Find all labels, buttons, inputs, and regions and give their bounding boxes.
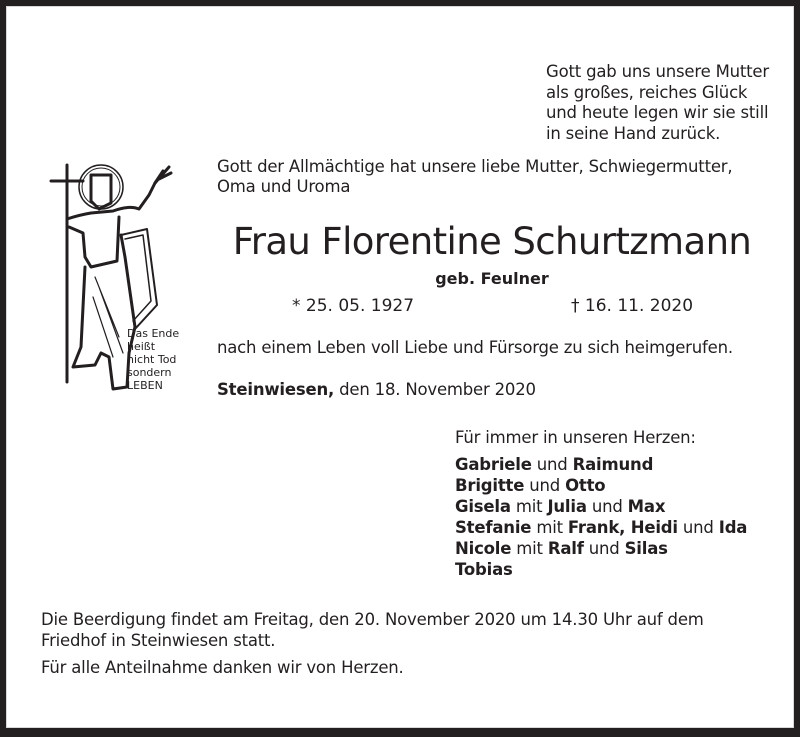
family-member-name: Gabriele [455,455,532,474]
funeral-info [41,609,704,651]
obituary-notice [6,6,794,728]
funeral-line: Friedhof in Steinwiesen statt. [41,631,276,650]
motto-line: Gott gab uns unsere Mutter [546,62,769,81]
family-member-name: Brigitte [455,476,525,495]
funeral-line: Die Beerdigung findet am Freitag, den 20. November 2020 um 14.30 Uhr auf dem [41,610,704,629]
connector-text: und [583,539,625,558]
place-date [217,380,536,400]
motto-verse [546,62,769,144]
connector-text: und [531,455,573,474]
connector-text: mit [511,539,548,558]
svg-text:nicht Tod: nicht Tod [127,353,177,366]
family-member-name: Ida [718,518,748,537]
family-member-row [455,475,747,496]
motto-line: in seine Hand zurück. [546,123,721,143]
family-member-row [455,496,747,517]
birth-date: * 25. 05. 1927 [292,296,415,316]
family-member-row [455,454,747,475]
family-member-name: Tobias [455,560,513,579]
family-member-name: Frank, Heidi [567,518,678,537]
inscription [127,327,179,392]
family-member-name: Ralf [547,539,584,558]
family-member-name: Julia [547,497,587,516]
svg-text:Das Ende: Das Ende [127,327,179,340]
family-member-name: Nicole [455,539,512,558]
connector-text: und [677,518,719,537]
connector-text: und [524,476,566,495]
connector-text: mit [510,497,548,516]
thanks-text: Für alle Anteilnahme danken wir von Herzen. [41,658,404,677]
family-member-name: Raimund [572,455,654,474]
svg-text:LEBEN: LEBEN [127,379,163,392]
motto-line: als großes, reiches Glück [546,82,748,102]
intro-text [217,157,732,197]
family-heading: Für immer in unseren Herzen: [455,428,696,447]
place-name: Steinwiesen, [217,380,335,399]
family-member-name: Gisela [455,497,511,516]
intro-line: Gott der Allmächtige hat unsere liebe Mutter, Schwiegermutter, [217,157,733,176]
risen-christ-icon [39,157,179,407]
motto-line: und heute legen wir sie still [546,103,769,122]
family-member-row [455,538,747,559]
connector-text: und [586,497,628,516]
svg-text:sondern: sondern [127,366,172,379]
connector-text: mit [531,518,568,537]
notice-date: den 18. November 2020 [334,380,536,399]
svg-text:heißt: heißt [127,340,156,353]
intro-line: Oma und Uroma [217,177,351,196]
family-member-name: Silas [624,539,668,558]
called-home-text: nach einem Leben voll Liebe und Fürsorge zu sich heimgerufen. [217,338,733,357]
family-list [455,428,747,580]
family-member-name: Stefanie [455,518,532,537]
family-member-row [455,517,747,538]
family-member-row [455,559,747,580]
family-member-name: Max [627,497,666,516]
death-date: † 16. 11. 2020 [571,296,694,316]
deceased-name: Frau Florentine Schurtzmann [232,220,752,263]
family-member-name: Otto [565,476,606,495]
maiden-name: geb. Feulner [435,269,549,288]
